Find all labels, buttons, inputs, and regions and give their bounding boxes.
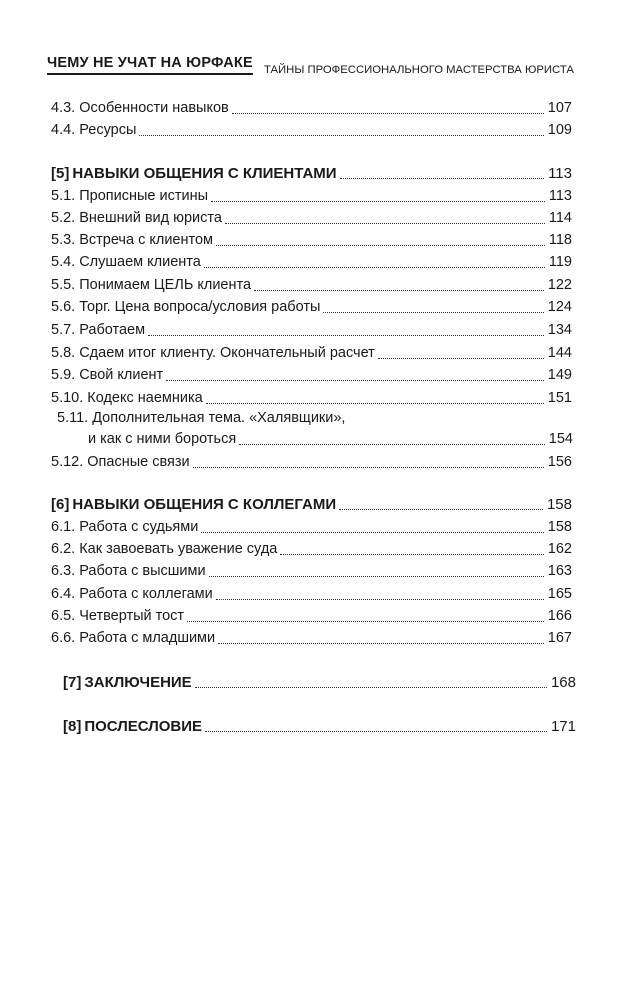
toc-entry-page: 113 — [548, 188, 572, 204]
toc-entry-label: 5.7. Работаем — [51, 322, 146, 338]
toc-entry-page: 154 — [548, 431, 573, 447]
toc-entry-label: 5.10. Кодекс наемника — [51, 390, 203, 406]
toc-entry-page: 114 — [548, 210, 572, 226]
dot-leader — [339, 509, 543, 510]
dot-leader — [201, 532, 543, 533]
section-number: [6] — [51, 496, 70, 513]
toc-entry-page: 122 — [547, 277, 572, 293]
toc-entry-page: 107 — [547, 100, 572, 116]
toc-entry-5-5 — [51, 272, 572, 294]
dot-leader — [206, 403, 544, 404]
toc-entry-page: 156 — [547, 454, 572, 470]
dot-leader — [193, 467, 544, 468]
toc-entry-5-7 — [51, 317, 572, 339]
toc-entry-page: 113 — [548, 165, 572, 182]
toc-entry-page: 168 — [550, 674, 576, 691]
dot-leader — [225, 223, 545, 224]
dot-leader — [166, 380, 544, 381]
toc-section-5 — [51, 160, 572, 182]
toc-entry-5-6 — [51, 294, 572, 316]
toc-entry-label: 5.1. Прописные истины — [51, 188, 209, 204]
toc-entry-5-4 — [51, 249, 572, 271]
toc-entry-page: 118 — [548, 232, 572, 248]
section-title: ЗАКЛЮЧЕНИЕ — [84, 674, 192, 691]
toc-entry-page: 151 — [547, 390, 572, 406]
dot-leader — [216, 599, 544, 600]
toc-entry-label: 6.2. Как завоевать уважение суда — [51, 541, 278, 557]
section-title: НАВЫКИ ОБЩЕНИЯ С КЛИЕНТАМИ — [72, 165, 337, 182]
toc-entry-label: 6.4. Работа с коллегами — [51, 586, 213, 602]
section-number: [8] — [63, 718, 82, 735]
section-number: [7] — [63, 674, 82, 691]
toc-entry-5-3 — [51, 227, 572, 249]
dot-leader — [254, 290, 544, 291]
toc-entry-4-3 — [51, 95, 572, 117]
toc-entry-label: 6.3. Работа с высшими — [51, 563, 206, 579]
dot-leader — [378, 358, 544, 359]
toc-entry-5-1 — [51, 183, 572, 205]
dot-leader — [211, 201, 545, 202]
toc-entry-label: 5.3. Встреча с клиентом — [51, 232, 213, 248]
toc-section-8 — [63, 713, 576, 735]
dot-leader — [204, 267, 545, 268]
toc-entry-page: 158 — [546, 496, 572, 513]
toc-entry-page: 163 — [547, 563, 572, 579]
toc-entry-label: 5.9. Свой клиент — [51, 367, 164, 383]
dot-leader — [139, 135, 543, 136]
toc-entry-page: 134 — [547, 322, 572, 338]
toc-entry-label: 5.12. Опасные связи — [51, 454, 190, 470]
dot-leader — [280, 554, 543, 555]
toc-entry-6-3 — [51, 558, 572, 580]
toc-entry-page: 171 — [550, 718, 576, 735]
toc-entry-6-2 — [51, 536, 572, 558]
toc-section-6 — [51, 491, 572, 513]
section-number: [5] — [51, 165, 70, 182]
toc-entry-label: 6.5. Четвертый тост — [51, 608, 185, 624]
toc-entry-page: 166 — [547, 608, 572, 624]
dot-leader — [232, 113, 544, 114]
toc-entry-page: 149 — [547, 367, 572, 383]
toc-entry-label: 5.5. Понимаем ЦЕЛЬ клиента — [51, 277, 252, 293]
section-title: НАВЫКИ ОБЩЕНИЯ С КОЛЛЕГАМИ — [72, 496, 337, 513]
toc-entry-page: 119 — [548, 254, 572, 270]
book-subtitle: ТАЙНЫ ПРОФЕССИОНАЛЬНОГО МАСТЕРСТВА ЮРИСТА — [264, 64, 574, 76]
toc-entry-4-4 — [51, 117, 572, 139]
toc-entry-5-2 — [51, 205, 572, 227]
toc-entry-6-6 — [51, 625, 572, 647]
dot-leader — [205, 731, 547, 732]
section-title: ПОСЛЕСЛОВИЕ — [84, 718, 203, 735]
running-header — [47, 55, 573, 77]
dot-leader — [323, 312, 543, 313]
toc-entry-6-1 — [51, 514, 572, 536]
dot-leader — [209, 576, 544, 577]
toc-entry-5-10 — [51, 385, 572, 407]
toc-entry-page: 158 — [547, 519, 572, 535]
toc-entry-5-11-line1: 5.11. Дополнительная тема. «Халявщики», — [57, 410, 346, 426]
toc-entry-5-9 — [51, 362, 572, 384]
toc-entry-page: 165 — [547, 586, 572, 602]
toc-entry-label: и как с ними бороться — [88, 431, 237, 447]
dot-leader — [239, 444, 545, 445]
toc-entry-label: 6.6. Работа с младшими — [51, 630, 216, 646]
book-title: ЧЕМУ НЕ УЧАТ НА ЮРФАКЕ — [47, 55, 253, 75]
dot-leader — [216, 245, 545, 246]
toc-entry-page: 162 — [547, 541, 572, 557]
toc-entry-5-11 — [88, 426, 573, 448]
dot-leader — [340, 178, 545, 179]
dot-leader — [148, 335, 544, 336]
toc-entry-label: 4.4. Ресурсы — [51, 122, 137, 138]
toc-entry-label: 5.8. Сдаем итог клиенту. Окончательный расчет — [51, 345, 375, 361]
toc-entry-6-4 — [51, 581, 572, 603]
toc-entry-page: 144 — [547, 345, 572, 361]
toc-section-7 — [63, 669, 576, 691]
toc-entry-6-5 — [51, 603, 572, 625]
toc-entry-label: 4.3. Особенности навыков — [51, 100, 229, 116]
toc-entry-label: 5.4. Слушаем клиента — [51, 254, 201, 270]
toc-entry-label: 6.1. Работа с судьями — [51, 519, 199, 535]
toc-entry-page: 109 — [547, 122, 572, 138]
toc-entry-5-12 — [51, 449, 572, 471]
dot-leader — [187, 621, 544, 622]
dot-leader — [195, 687, 547, 688]
dot-leader — [218, 643, 544, 644]
toc-entry-label: 5.6. Торг. Цена вопроса/условия работы — [51, 299, 321, 315]
toc-entry-page: 167 — [547, 630, 572, 646]
toc-entry-5-8 — [51, 340, 572, 362]
toc-entry-label: 5.2. Внешний вид юриста — [51, 210, 222, 226]
toc-entry-page: 124 — [547, 299, 572, 315]
